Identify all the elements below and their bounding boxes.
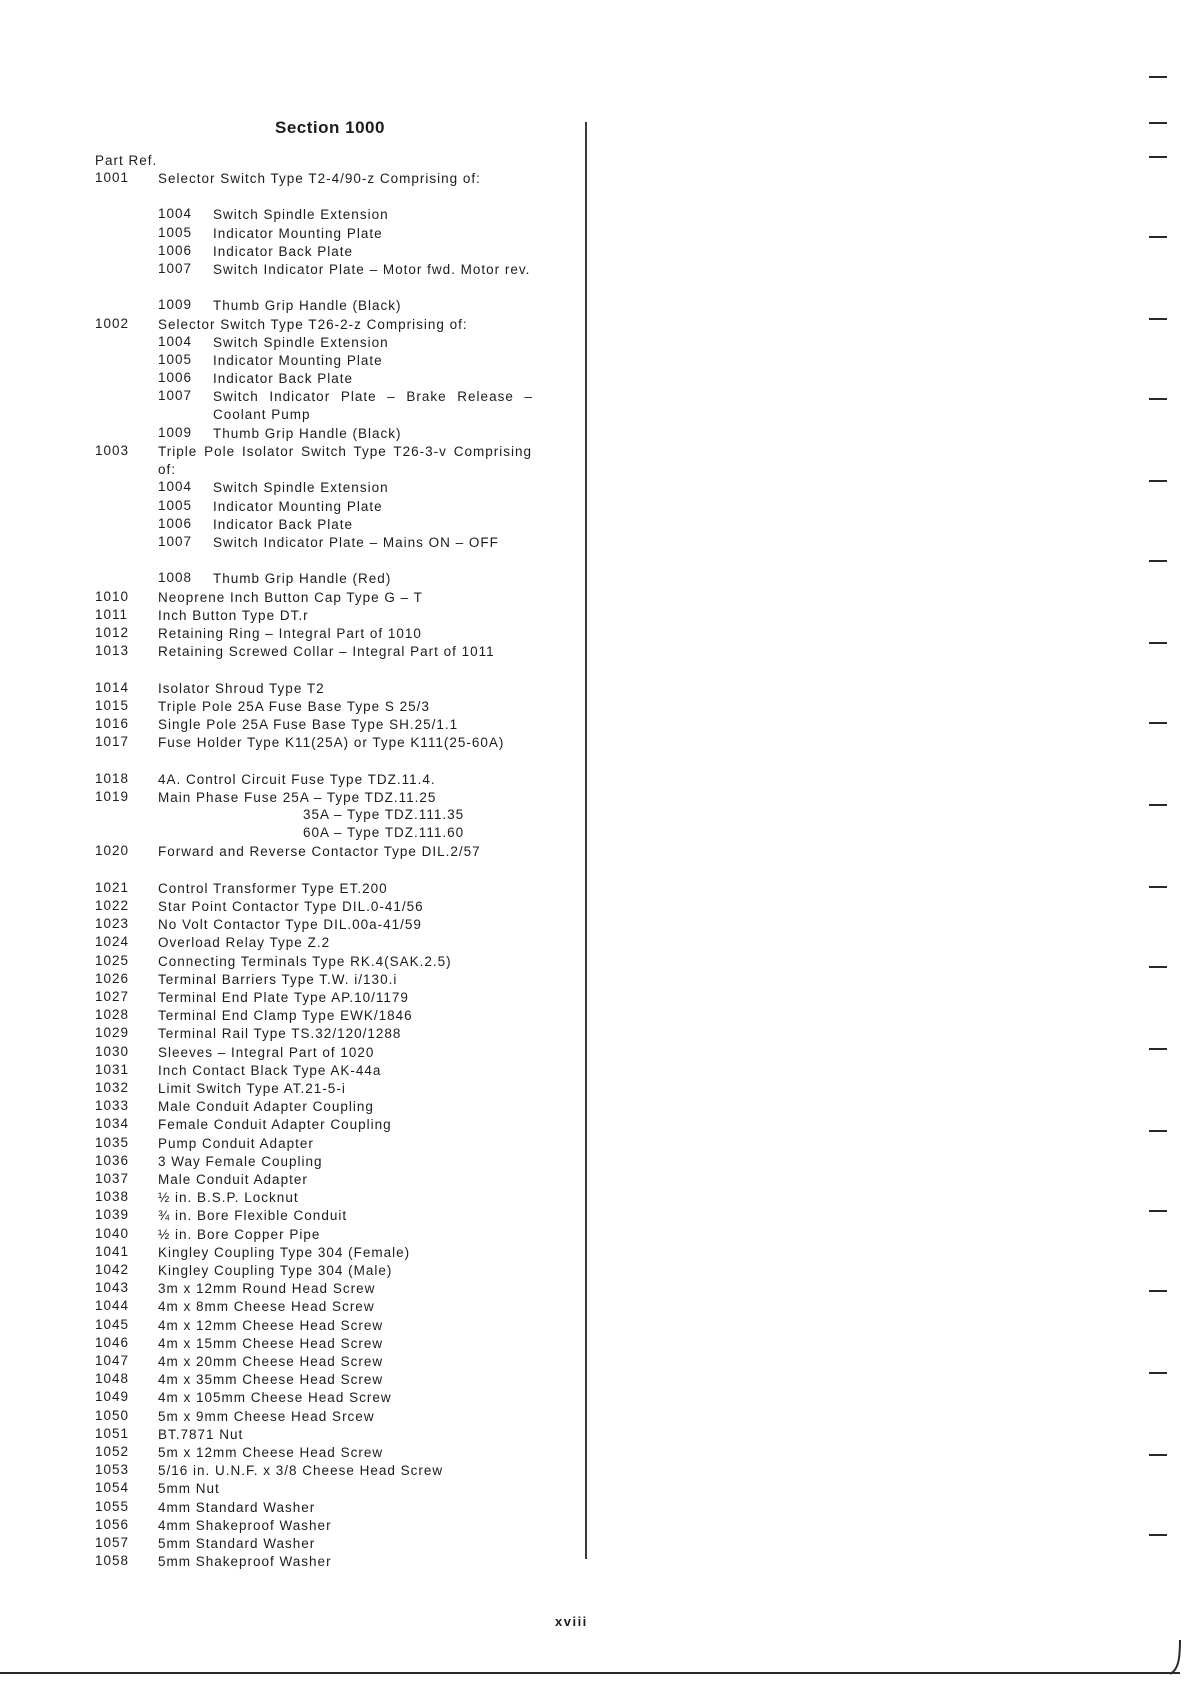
part-description: 5/16 in. U.N.F. x 3/8 Cheese Head Screw — [158, 1463, 444, 1479]
part-description: 4m x 12mm Cheese Head Screw — [158, 1317, 384, 1333]
margin-tick — [1149, 76, 1167, 78]
part-description: 5m x 12mm Cheese Head Screw — [158, 1445, 384, 1460]
part-ref: 1011 — [95, 606, 129, 622]
part-description: Overload Relay Type Z.2 — [158, 935, 331, 951]
part-ref: 1022 — [95, 898, 130, 913]
part-ref: 1050 — [95, 1407, 130, 1423]
part-description: Forward and Reverse Contactor Type DIL.2/57 — [158, 844, 481, 860]
part-description: Pump Conduit Adapter — [158, 1135, 314, 1151]
sub-part-description: Switch Spindle Extension — [213, 207, 389, 223]
sub-part-description: Indicator Mounting Plate — [213, 498, 383, 514]
part-ref: 1029 — [95, 1025, 130, 1041]
part-description: 5mm Nut — [158, 1481, 220, 1497]
part-ref: 1058 — [95, 1553, 130, 1569]
sub-part-ref: 1006 — [158, 242, 193, 258]
sub-part-ref: 1005 — [158, 497, 193, 513]
part-description: 4m x 15mm Cheese Head Screw — [158, 1335, 384, 1351]
margin-tick — [1149, 966, 1167, 968]
part-ref: 1052 — [95, 1444, 130, 1459]
part-ref: 1026 — [95, 970, 130, 986]
part-description: No Volt Contactor Type DIL.00a-41/59 — [158, 917, 422, 933]
margin-tick — [1149, 1454, 1167, 1456]
sub-part-ref: 1007 — [158, 534, 193, 549]
part-description: Selector Switch Type T2-4/90-z Comprising of: — [158, 171, 481, 186]
part-ref: 1049 — [95, 1389, 130, 1405]
part-description: Control Transformer Type ET.200 — [158, 880, 388, 896]
part-description: Male Conduit Adapter — [158, 1172, 308, 1187]
part-description: Terminal Barriers Type T.W. i/130.i — [158, 971, 398, 987]
part-description: 3m x 12mm Round Head Screw — [158, 1281, 376, 1297]
part-ref: 1041 — [95, 1243, 130, 1259]
part-ref: 1001 — [95, 170, 130, 185]
sub-part-ref: 1005 — [158, 352, 193, 367]
part-description: BT.7871 Nut — [158, 1426, 244, 1442]
margin-tick — [1149, 804, 1167, 806]
section-title: Section 1000 — [275, 118, 385, 137]
sub-part-ref: 1004 — [158, 333, 193, 349]
fuse-rating-line: 60A – Type TDZ.111.60 — [303, 825, 465, 841]
part-description: Terminal End Clamp Type EWK/1846 — [158, 1008, 413, 1024]
part-description: Star Point Contactor Type DIL.0-41/56 — [158, 899, 424, 914]
part-description: Female Conduit Adapter Coupling — [158, 1117, 392, 1133]
part-description: Inch Button Type DT.r — [158, 607, 309, 623]
part-description: 4m x 35mm Cheese Head Screw — [158, 1372, 384, 1388]
page-corner-curl — [1170, 1640, 1184, 1676]
part-description: 4m x 8mm Cheese Head Screw — [158, 1299, 375, 1315]
page-bottom-rule — [0, 1672, 1180, 1674]
sub-part-description: Indicator Back Plate — [213, 516, 354, 532]
sub-part-ref: 1009 — [158, 424, 193, 440]
margin-tick — [1149, 122, 1167, 124]
margin-tick — [1149, 1372, 1167, 1374]
parts-list — [0, 0, 600, 1600]
sub-part-description: Indicator Mounting Plate — [213, 353, 383, 368]
sub-part-ref: 1007 — [158, 261, 193, 276]
part-ref: 1038 — [95, 1189, 130, 1205]
part-ref: 1028 — [95, 1007, 130, 1023]
part-description: 5mm Standard Washer — [158, 1536, 316, 1551]
part-ref: 1057 — [95, 1535, 130, 1550]
part-ref: 1040 — [95, 1225, 130, 1241]
part-ref: 1023 — [95, 916, 130, 932]
sub-part-description: Switch Indicator Plate – Mains ON – OFF — [213, 535, 499, 550]
part-description: Kingley Coupling Type 304 (Male) — [158, 1263, 393, 1278]
part-ref: 1044 — [95, 1298, 130, 1314]
part-description: Kingley Coupling Type 304 (Female) — [158, 1244, 411, 1260]
sub-part-description: Indicator Mounting Plate — [213, 225, 383, 241]
part-ref: 1021 — [95, 879, 130, 895]
part-ref: 1027 — [95, 989, 130, 1004]
part-description: Connecting Terminals Type RK.4(SAK.2.5) — [158, 953, 452, 969]
part-description: Isolator Shroud Type T2 — [158, 680, 325, 696]
part-description: Fuse Holder Type K11(25A) or Type K111(25-60A) — [158, 735, 505, 751]
part-description: Triple Pole Isolator Switch Type T26-3-v Comprising of: — [158, 444, 532, 477]
margin-tick — [1149, 642, 1167, 644]
part-ref: 1031 — [95, 1061, 130, 1077]
part-description: Inch Contact Black Type AK-44a — [158, 1062, 382, 1078]
part-ref: 1046 — [95, 1334, 130, 1350]
part-description: 5m x 9mm Cheese Head Srcew — [158, 1408, 375, 1424]
part-ref: 1054 — [95, 1480, 130, 1496]
part-description: ½ in. Bore Copper Pipe — [158, 1226, 321, 1242]
sub-part-description: Thumb Grip Handle (Red) — [213, 571, 392, 587]
part-description: Limit Switch Type AT.21-5-i — [158, 1081, 346, 1096]
part-ref: 1013 — [95, 643, 130, 659]
sub-part-ref: 1004 — [158, 206, 193, 222]
margin-tick — [1149, 398, 1167, 400]
part-description: 3 Way Female Coupling — [158, 1153, 323, 1169]
part-description: 4m x 20mm Cheese Head Screw — [158, 1354, 384, 1369]
part-description: Male Conduit Adapter Coupling — [158, 1099, 374, 1115]
part-ref: 1025 — [95, 952, 130, 968]
part-ref: 1019 — [95, 788, 130, 804]
part-description: Selector Switch Type T26-2-z Comprising of: — [158, 316, 468, 332]
part-ref: 1020 — [95, 843, 130, 859]
part-ref: 1034 — [95, 1116, 130, 1132]
part-ref: 1033 — [95, 1098, 130, 1114]
part-ref: 1003 — [95, 443, 130, 458]
part-ref: 1051 — [95, 1425, 130, 1441]
part-ref: 1037 — [95, 1171, 130, 1186]
part-ref: 1039 — [95, 1207, 130, 1223]
part-ref-header: Part Ref. — [95, 153, 158, 168]
sub-part-description: Switch Indicator Plate – Brake Release – Coolant Pump — [213, 389, 533, 423]
part-ref: 1016 — [95, 716, 130, 731]
part-ref: 1045 — [95, 1316, 130, 1332]
sub-part-description: Thumb Grip Handle (Black) — [213, 425, 402, 441]
part-description: Sleeves – Integral Part of 1020 — [158, 1044, 375, 1060]
margin-tick — [1149, 156, 1167, 158]
sub-part-ref: 1006 — [158, 370, 193, 386]
part-description: ½ in. B.S.P. Locknut — [158, 1190, 299, 1206]
part-ref: 1030 — [95, 1043, 130, 1059]
part-ref: 1042 — [95, 1262, 130, 1277]
part-ref: 1056 — [95, 1516, 130, 1532]
part-ref: 1012 — [95, 625, 130, 640]
sub-part-description: Indicator Back Plate — [213, 243, 354, 259]
sub-part-ref: 1009 — [158, 297, 193, 313]
part-ref: 1053 — [95, 1462, 130, 1478]
part-ref: 1015 — [95, 697, 130, 713]
part-ref: 1055 — [95, 1498, 130, 1514]
part-ref: 1036 — [95, 1152, 130, 1168]
sub-part-description: Switch Indicator Plate – Motor fwd. Motor rev. — [213, 262, 531, 277]
sub-part-ref: 1006 — [158, 515, 193, 531]
part-ref: 1018 — [95, 770, 130, 786]
part-ref: 1010 — [95, 588, 130, 604]
part-description: Terminal Rail Type TS.32/120/1288 — [158, 1026, 402, 1042]
part-description: 5mm Shakeproof Washer — [158, 1554, 332, 1570]
part-ref: 1014 — [95, 679, 130, 695]
part-description: Main Phase Fuse 25A – Type TDZ.11.25 — [158, 789, 437, 805]
part-ref: 1047 — [95, 1353, 130, 1368]
part-description: Retaining Screwed Collar – Integral Part of 1011 — [158, 644, 495, 660]
part-ref: 1017 — [95, 734, 130, 750]
sub-part-description: Switch Spindle Extension — [213, 480, 389, 496]
part-description: ¾ in. Bore Flexible Conduit — [158, 1208, 348, 1224]
part-ref: 1043 — [95, 1280, 130, 1296]
sub-part-ref: 1004 — [158, 479, 193, 495]
part-description: 4mm Shakeproof Washer — [158, 1517, 332, 1533]
part-description: Terminal End Plate Type AP.10/1179 — [158, 990, 409, 1005]
margin-tick — [1149, 560, 1167, 562]
part-description: 4m x 105mm Cheese Head Screw — [158, 1390, 392, 1406]
column-divider — [585, 122, 587, 1559]
sub-part-description: Indicator Back Plate — [213, 371, 354, 387]
margin-tick — [1149, 886, 1167, 888]
margin-tick — [1149, 1130, 1167, 1132]
fuse-rating-line: 35A – Type TDZ.111.35 — [303, 807, 465, 822]
sub-part-ref: 1008 — [158, 570, 193, 586]
margin-tick — [1149, 1290, 1167, 1292]
margin-tick — [1149, 1048, 1167, 1050]
margin-tick — [1149, 318, 1167, 320]
part-ref: 1032 — [95, 1080, 130, 1095]
part-description: Neoprene Inch Button Cap Type G – T — [158, 589, 423, 605]
margin-tick — [1149, 722, 1167, 724]
part-description: Single Pole 25A Fuse Base Type SH.25/1.1 — [158, 717, 459, 732]
part-description: Retaining Ring – Integral Part of 1010 — [158, 626, 422, 641]
sub-part-ref: 1005 — [158, 224, 193, 240]
page-number: xviii — [555, 1614, 588, 1629]
sub-part-ref: 1007 — [158, 388, 193, 404]
part-ref: 1035 — [95, 1134, 130, 1150]
margin-tick — [1149, 1210, 1167, 1212]
sub-part-description: Switch Spindle Extension — [213, 334, 389, 350]
part-description: 4mm Standard Washer — [158, 1499, 316, 1515]
part-description: 4A. Control Circuit Fuse Type TDZ.11.4. — [158, 771, 436, 787]
margin-tick — [1149, 1534, 1167, 1536]
sub-part-description: Thumb Grip Handle (Black) — [213, 298, 402, 314]
margin-tick — [1149, 236, 1167, 238]
margin-tick — [1149, 480, 1167, 482]
part-ref: 1048 — [95, 1371, 130, 1387]
part-ref: 1002 — [95, 315, 130, 331]
part-ref: 1024 — [95, 934, 130, 950]
part-description: Triple Pole 25A Fuse Base Type S 25/3 — [158, 698, 430, 714]
